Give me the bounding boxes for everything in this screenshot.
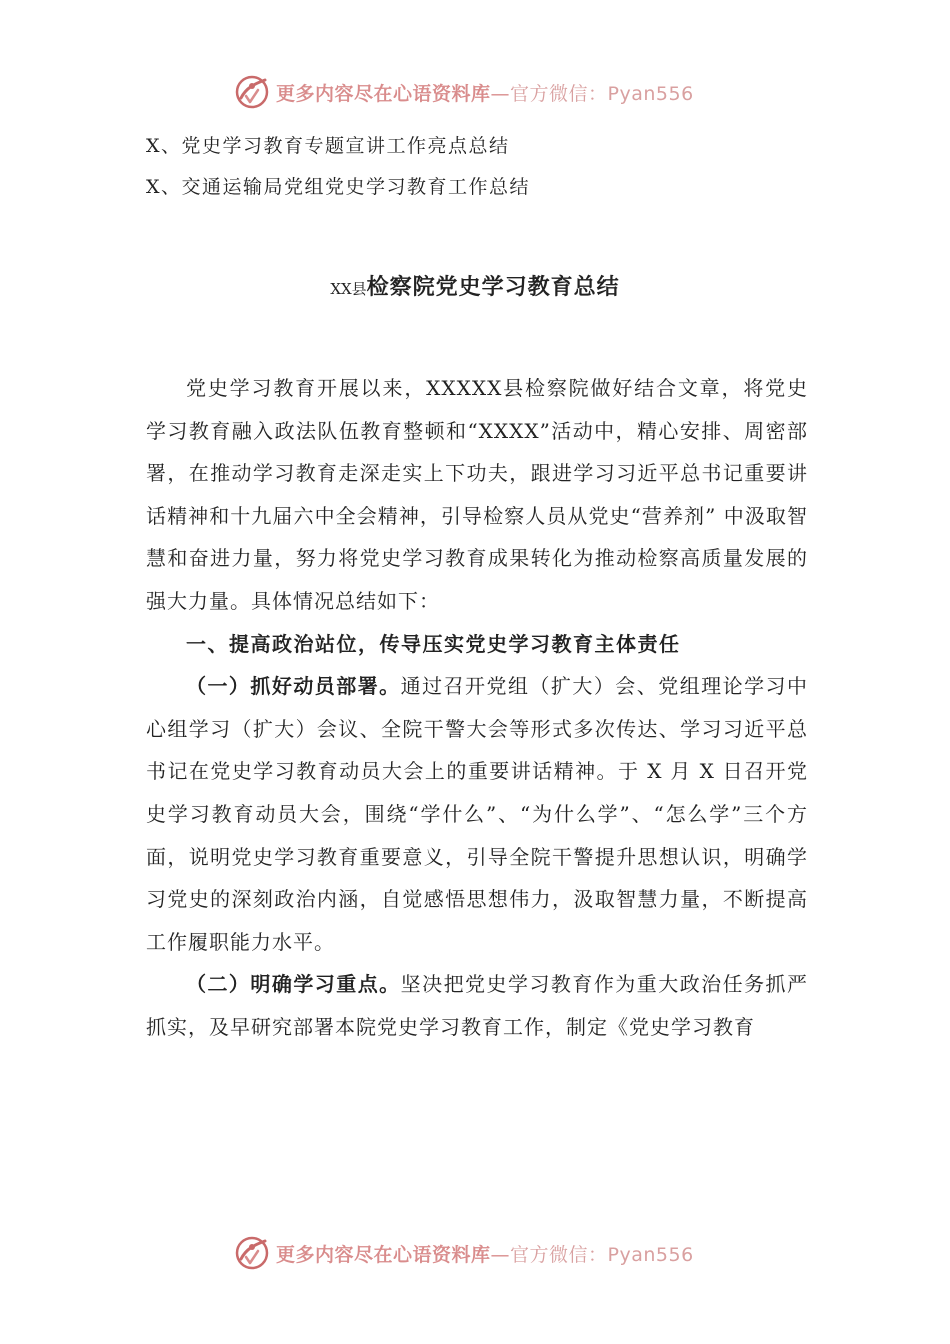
item-text-1: 通过召开党组（扩大）会、党组理论学习中心组学习（扩大）会议、全院干警大会等形式多次传达、学习习近平总书记在党史学习教育动员大会上的重要讲话精神。于 X 月 X 日召开党史学习教育动员大会，围绕“学什么”、“为什么学”、“怎么学”三个方面，说明党史学习教育重要意义，引导全院干警提升思想认识，明确学习党史的深刻政治内涵，自觉感悟思想伟力，汲取智慧力量，不断提高工作履职能力水平。 [146, 674, 809, 954]
document-title [0, 270, 950, 301]
library-logo-icon [232, 72, 272, 112]
document-body [146, 367, 808, 1049]
intro-paragraph: 党史学习教育开展以来，XXXXX县检察院做好结合文章，将党史学习教育融入政法队伍教育整顿和“XXXX”活动中，精心安排、周密部署，在推动学习教育走深走实上下功夫，跟进学习习近平总书记重要讲话精神和十九届六中全会精神，引导检察人员从党史“营养剂” 中汲取智慧和奋进力量，努力将党史学习教育成果转化为推动检察高质量发展的强大力量。具体情况总结如下： [146, 376, 808, 613]
watermark-text: 更多内容尽在心语资料库—官方微信：Pyan556 [276, 82, 694, 105]
item-paragraph-1 [146, 665, 808, 963]
item-paragraph-2 [146, 963, 808, 1048]
toc-list [146, 126, 826, 208]
watermark-top [232, 72, 694, 112]
title-prefix: XX县 [330, 280, 367, 298]
section-heading: 一、提高政治站位，传导压实党史学习教育主体责任 [186, 631, 681, 656]
item-label-1: （一）抓好动员部署。 [186, 674, 401, 699]
toc-item: X、党史学习教育专题宣讲工作亮点总结 [146, 135, 510, 157]
item-label-2: （二）明确学习重点。 [186, 972, 401, 997]
library-logo-icon [232, 1233, 272, 1273]
item-text-2: 坚决把党史学习教育作为重大政治任务抓严抓实，及早研究部署本院党史学习教育工作，制定《党史学习教育 [146, 972, 809, 1039]
title-main: 检察院党史学习教育总结 [366, 274, 620, 300]
toc-item: X、交通运输局党组党史学习教育工作总结 [146, 176, 531, 198]
watermark-text: 更多内容尽在心语资料库—官方微信：Pyan556 [276, 1243, 694, 1266]
watermark-bottom [232, 1233, 694, 1273]
